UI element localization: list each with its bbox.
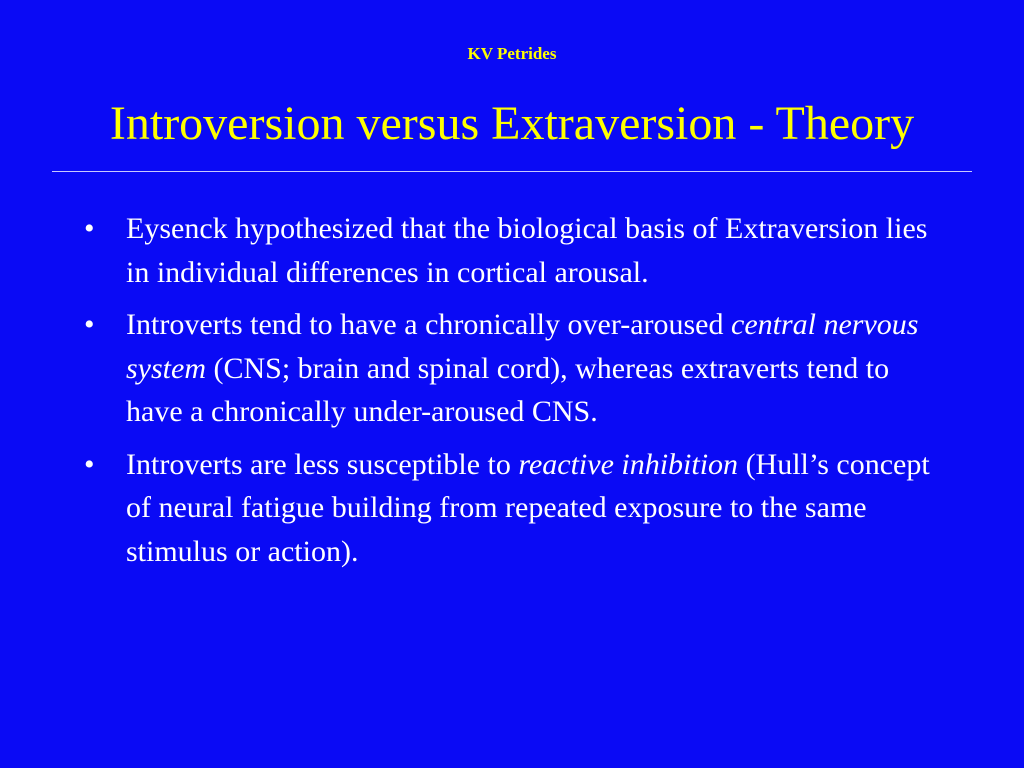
bullet-text-segment: (Hull’s concept of neural fatigue building from repeated exposure to the same stimulus or action). — [126, 447, 930, 568]
bullet-text-segment: Introverts are less susceptible to — [126, 447, 519, 481]
bullet-icon: • — [84, 447, 95, 481]
bullet-text-segment: Eysenck hypothesized that the biological basis of Extraversion lies in individual differences in cortical arousal. — [126, 212, 928, 289]
bullet-list — [84, 207, 944, 582]
bullet-text — [126, 212, 927, 289]
bullet-text — [126, 448, 930, 568]
bullet-text-italic-segment: reactive inhibition — [518, 447, 739, 481]
bullet-item — [84, 207, 944, 294]
bullet-text-segment: (CNS; brain and spinal cord), whereas extraverts tend to have a chronically under-aroused CNS. — [126, 351, 890, 428]
author-label: KV Petrides — [467, 44, 557, 63]
bullet-text-italic-segment: central nervous system — [126, 308, 919, 385]
bullet-icon: • — [84, 212, 95, 245]
bullet-text-segment: Introverts tend to have a chronically over-aroused — [126, 308, 731, 341]
bullet-icon: • — [84, 308, 95, 341]
bullet-item — [84, 443, 944, 574]
bullet-text — [126, 308, 918, 428]
bullet-item — [84, 303, 944, 434]
title-divider — [52, 171, 972, 172]
slide-title: Introversion versus Extraversion - Theory — [109, 97, 915, 150]
